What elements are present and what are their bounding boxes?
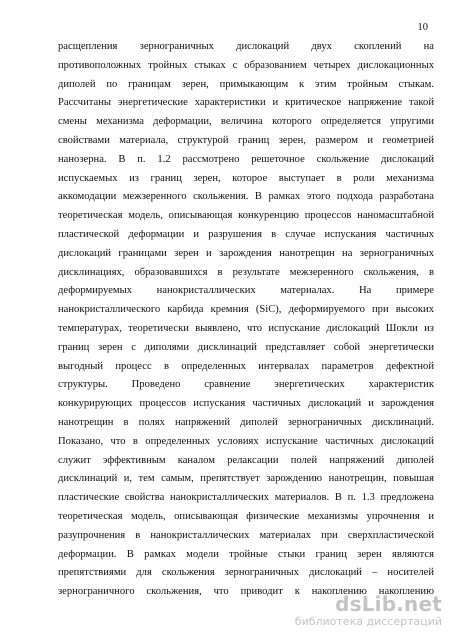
page-number: 10 — [417, 22, 428, 33]
text-line: деформируемых нанокристаллических материалах. На примере — [58, 285, 434, 297]
text-line: аккомодации межзеренного скольжения. В рамках этого подхода разработана — [58, 191, 434, 203]
text-line: Показано, что в определенных условиях испускание частичных дислокаций — [58, 435, 434, 447]
text-line: теоретическая модель, описывающая физические механизмы упрочнения и — [58, 510, 434, 522]
text-line: границ зерен с диполями дисклинаций представляет собой энергетически — [58, 341, 434, 353]
text-line: зернограничного скольжения, что приводит к накоплению накоплению — [58, 586, 434, 598]
text-line: расщепления зернограничных дислокаций двух скоплений на — [58, 41, 434, 52]
body-text — [58, 38, 434, 602]
text-line: нанозерна. В п. 1.2 рассмотрено решеточное скольжение дислокаций — [58, 153, 434, 165]
text-line: смены механизма деформации, величина которого определяется упругими — [58, 116, 434, 128]
text-line: нанотрещин в полях напряжений диполей зернограничных дисклинаций. — [58, 416, 434, 428]
text-line: Рассчитаны энергетические характеристики и критическое напряжение такой — [58, 97, 434, 109]
text-line: дисклинациях, образовавшихся в результате межзеренного скольжения, в — [58, 266, 434, 278]
text-line: свойствами материала, структурой границ зерен, размером и геометрией — [58, 134, 434, 146]
text-line: дислокаций границами зерен и зарождения нанотрещин на зернограничных — [58, 247, 434, 259]
text-line: структуры. Проведено сравнение энергетических характеристик — [58, 379, 434, 391]
text-line: препятствиями для скольжения зернограничных дислокаций – носителей — [58, 567, 434, 579]
text-line: температурах, теоретически выявлено, что испускание дислокаций Шокли из — [58, 322, 434, 334]
text-line: выгодный процесс в определенных интервалах параметров дефектной — [58, 360, 434, 372]
text-line: конкурирующих процессов испускания частичных дислокаций и зарождения — [58, 398, 434, 410]
text-line: пластической деформации и разрушения в случае испускания частичных — [58, 228, 434, 240]
text-line: деформации. В рамках модели тройные стыки границ зерен являются — [58, 548, 434, 560]
text-line: пластические свойства нанокристаллических материалов. В п. 1.3 предложена — [58, 492, 434, 504]
text-line: нанокристаллического карбида кремния (SiC), деформируемого при высоких — [58, 304, 434, 316]
watermark — [295, 594, 442, 628]
text-line: дисклинаций и, тем самым, препятствует зарождению нанотрещин, повышая — [58, 473, 434, 485]
text-line: разупрочнения в нанокристаллических материалах при сверхпластической — [58, 529, 434, 541]
watermark-subtitle: библиотека диссертаций — [294, 615, 442, 628]
watermark-logo: dsLib.net — [335, 592, 442, 616]
text-line: служит эффективным каналом релаксации полей напряжений диполей — [58, 454, 434, 466]
text-line: теоретическая модель, описывающая конкуренцию процессов наномасштабной — [58, 210, 434, 222]
text-line: испускаемых из границ зерен, которое выступает в роли механизма — [58, 172, 434, 184]
text-line: противоположных тройных стыках с образованием четырех дислокационных — [58, 59, 434, 71]
text-line: диполей по границам зерен, примыкающим к этим тройным стыкам. — [58, 78, 434, 90]
